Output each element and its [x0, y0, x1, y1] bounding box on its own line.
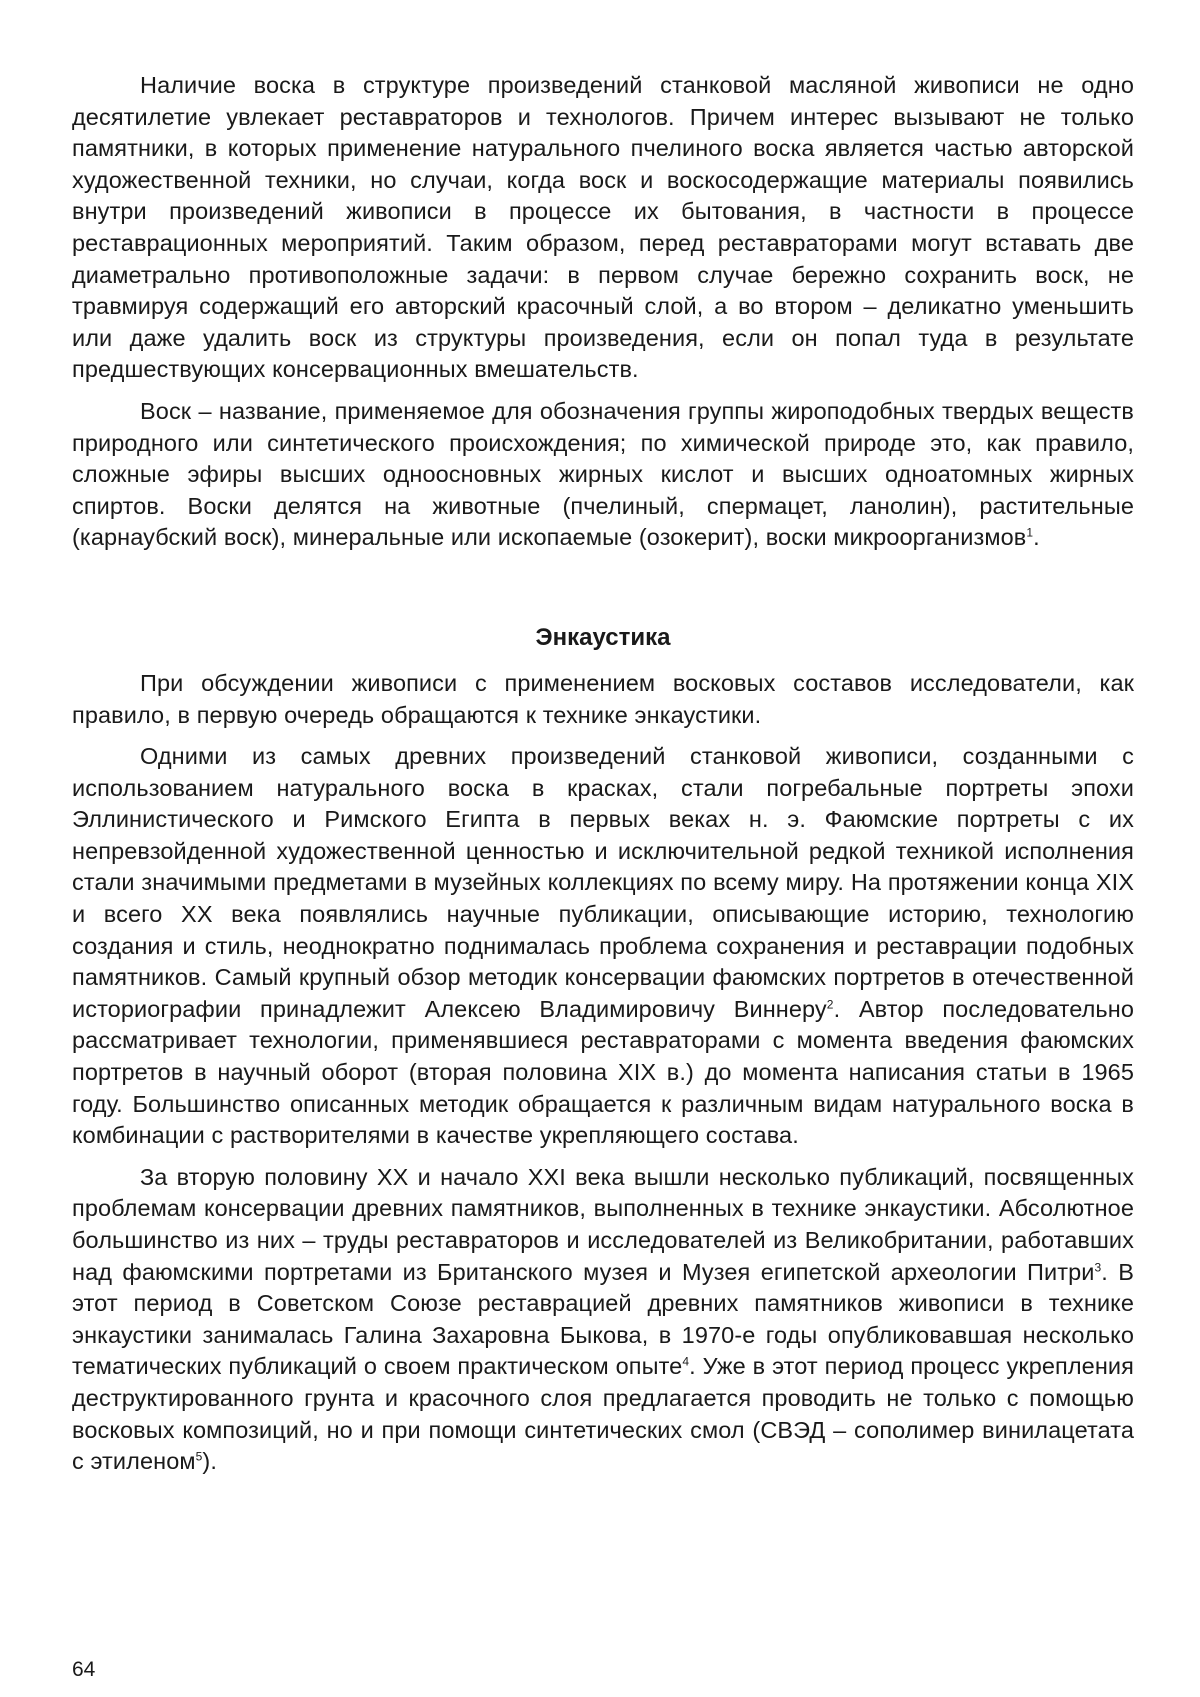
paragraph-fayum-portraits	[72, 741, 1134, 1152]
section-spacer	[72, 564, 1134, 622]
paragraph-text-tail: ).	[202, 1448, 217, 1475]
page-number: 64	[72, 1658, 96, 1681]
footnote-ref-4[interactable]: 4	[682, 1354, 690, 1369]
footnote-ref-3[interactable]: 3	[1094, 1260, 1102, 1275]
footnote-ref-5[interactable]: 5	[195, 1449, 203, 1464]
paragraph-wax-in-paintings	[72, 70, 1134, 386]
paragraph-encaustic-intro	[72, 668, 1134, 731]
page-body	[72, 70, 1134, 1488]
paragraph-text: За вторую половину XX и начало XXI века вышли несколько публикаций, посвященных проблемам консервации древних памятников, выполненных в технике энкаустики. Абсолютное большинство из них – труды реставраторов и исследователей из Великобритании, работавших над фаюмскими портретами из Британского музея и Музея египетской археологии Питри	[72, 1163, 1134, 1285]
paragraph-conservation-publications	[72, 1162, 1134, 1478]
footnote-ref-1[interactable]: 1	[1026, 525, 1034, 540]
paragraph-text-tail: . Автор последовательно рассматривает технологии, применявшиеся реставраторами с момента введения фаюмских портретов в научный оборот (вторая половина XIX в.) до момента написания статьи в 1965 году. Большинство описанных методик обращается к различным видам натурального воска в комбинации с растворителями в качестве укрепляющего состава.	[72, 995, 1135, 1149]
section-heading-encaustic: Энкаустика	[535, 623, 671, 651]
paragraph-text: Наличие воска в структуре произведений станковой масляной живописи не одно десятилетие увлекает реставраторов и технологов. Причем интерес вызывают не только памятники, в которых применение натурального пчелиного воска является частью авторской художественной техники, но случаи, когда воск и воскосодержащие материалы появились внутри произведений живописи в процессе их бытования, в частности в процессе реставрационных мероприятий. Таким образом, перед реставраторами могут вставать две диаметрально противоположные задачи: в первом случае бережно сохранить воск, не травмируя содержащий его авторский красочный слой, а во втором – деликатно уменьшить или даже удалить воск из структуры произведения, если он попал туда в результате предшествующих консервационных вмешательств.	[72, 72, 1134, 383]
paragraph-text: Воск – название, применяемое для обозначения группы жироподобных твердых веществ природного или синтетического происхождения; по химической природе это, как правило, сложные эфиры высших одноосновных жирных кислот и высших одноатомных жирных спиртов. Воски делятся на животные (пчелиный, спермацет, ланолин), растительные (карнаубский воск), минеральные или ископаемые (озокерит), воски микроорганизмов	[72, 397, 1134, 551]
heading-spacer	[72, 654, 1134, 668]
paragraph-text-tail: . Уже в этот период процесс укрепления деструктированного грунта и красочного слоя предлагается проводить не только с помощью восковых композиций, но и при помощи синтетических смол (СВЭД – сополимер винилацетата с этиленом	[72, 1353, 1134, 1475]
paragraph-text-tail: . В этот период в Советском Союзе реставрацией древних памятников живописи в технике энкаустики занималась Галина Захаровна Быкова, в 1970-е годы опубликовавшая несколько тематических публикаций о своем практическом опыте	[72, 1258, 1134, 1380]
paragraph-wax-definition	[72, 396, 1134, 554]
paragraph-text: При обсуждении живописи с применением восковых составов исследователи, как правило, в первую очередь обращаются к технике энкаустики.	[72, 669, 1134, 728]
paragraph-text: Одними из самых древних произведений станковой живописи, созданными с использованием натурального воска в красках, стали погребальные портреты эпохи Эллинистического и Римского Египта в первых веках н. э. Фаюмские портреты с их непревзойденной художественной ценностью и исключительной редкой техникой исполнения стали значимыми предметами в музейных коллекциях по всему миру. На протяжении конца XIX и всего XX века появлялись научные публикации, описывающие историю, технологию создания и стиль, неоднократно поднималась проблема сохранения и реставрации подобных памятников. Самый крупный обзор методик консервации фаюмских портретов в отечественной историографии принадлежит Алексею Владимировичу Виннеру	[72, 743, 1134, 1022]
paragraph-text-tail: .	[1033, 524, 1040, 551]
footnote-ref-2[interactable]: 2	[826, 997, 834, 1012]
